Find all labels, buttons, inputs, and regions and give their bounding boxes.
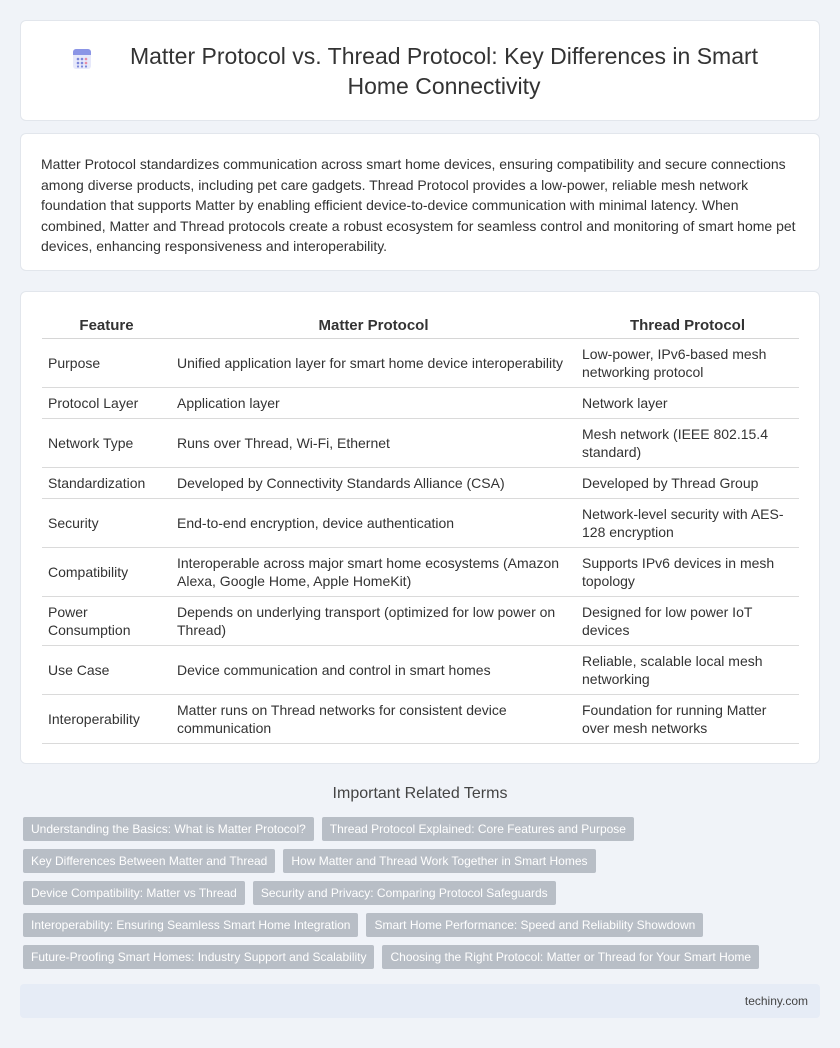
page-title: Matter Protocol vs. Thread Protocol: Key Differences in Smart Home Connectivity xyxy=(129,42,759,99)
feature-cell: Network Type xyxy=(42,418,171,467)
feature-cell: Interoperability xyxy=(42,694,171,743)
table-row xyxy=(42,467,799,498)
thread-cell: Network layer xyxy=(576,387,799,418)
related-term-tag[interactable]: Smart Home Performance: Speed and Reliability Showdown xyxy=(366,913,703,937)
footer xyxy=(20,984,820,1018)
related-terms-title: Important Related Terms xyxy=(332,785,508,802)
related-terms-list xyxy=(23,817,803,977)
table-row xyxy=(42,498,799,547)
thread-cell: Network-level security with AES-128 encryption xyxy=(576,498,799,547)
related-term-tag[interactable]: How Matter and Thread Work Together in Smart Homes xyxy=(283,849,595,873)
thread-cell: Supports IPv6 devices in mesh topology xyxy=(576,547,799,596)
thread-cell: Low-power, IPv6-based mesh networking protocol xyxy=(576,338,799,387)
intro-card xyxy=(20,133,820,271)
feature-cell: Security xyxy=(42,498,171,547)
table-row xyxy=(42,547,799,596)
related-term-tag[interactable]: Choosing the Right Protocol: Matter or Thread for Your Smart Home xyxy=(382,945,759,969)
matter-cell: Unified application layer for smart home device interoperability xyxy=(171,338,576,387)
thread-cell: Mesh network (IEEE 802.15.4 standard) xyxy=(576,418,799,467)
table-row xyxy=(42,338,799,387)
tag-row xyxy=(23,881,803,905)
table-row xyxy=(42,418,799,467)
matter-cell: Device communication and control in smart homes xyxy=(171,645,576,694)
feature-cell: Protocol Layer xyxy=(42,387,171,418)
header-card xyxy=(20,20,820,121)
intro-paragraph: Matter Protocol standardizes communication across smart home devices, ensuring compatibility and secure connections among diverse products, including pet care gadgets. Thread Protocol provides a low-power, reliable mesh network foundation that supports Matter by enabling efficient device-to-device communication with minimal latency. When combined, Matter and Thread protocols create a robust ecosystem for seamless control and monitoring of smart home pet devices, enhancing responsiveness and interoperability. xyxy=(41,156,796,254)
footer-brand[interactable]: techiny.com xyxy=(744,994,808,1008)
header-matter: Matter Protocol xyxy=(171,314,576,338)
calculator-icon xyxy=(71,48,93,70)
header-thread: Thread Protocol xyxy=(576,314,799,338)
feature-cell: Use Case xyxy=(42,645,171,694)
thread-cell: Developed by Thread Group xyxy=(576,467,799,498)
table-row xyxy=(42,645,799,694)
thread-cell: Foundation for running Matter over mesh networks xyxy=(576,694,799,743)
tag-row xyxy=(23,817,803,841)
tag-row xyxy=(23,849,803,873)
thread-cell: Reliable, scalable local mesh networking xyxy=(576,645,799,694)
matter-cell: Application layer xyxy=(171,387,576,418)
tag-row xyxy=(23,945,803,969)
matter-cell: Runs over Thread, Wi-Fi, Ethernet xyxy=(171,418,576,467)
thread-cell: Designed for low power IoT devices xyxy=(576,596,799,645)
comparison-table xyxy=(42,314,799,744)
matter-cell: Interoperable across major smart home ecosystems (Amazon Alexa, Google Home, Apple HomeKit) xyxy=(171,547,576,596)
comparison-table-card xyxy=(20,291,820,764)
matter-cell: Depends on underlying transport (optimized for low power on Thread) xyxy=(171,596,576,645)
related-term-tag[interactable]: Future-Proofing Smart Homes: Industry Support and Scalability xyxy=(23,945,374,969)
feature-cell: Compatibility xyxy=(42,547,171,596)
table-row xyxy=(42,596,799,645)
related-term-tag[interactable]: Device Compatibility: Matter vs Thread xyxy=(23,881,245,905)
table-row xyxy=(42,694,799,743)
related-term-tag[interactable]: Interoperability: Ensuring Seamless Smart Home Integration xyxy=(23,913,358,937)
table-row xyxy=(42,387,799,418)
related-term-tag[interactable]: Security and Privacy: Comparing Protocol Safeguards xyxy=(253,881,556,905)
matter-cell: Developed by Connectivity Standards Alliance (CSA) xyxy=(171,467,576,498)
title-wrap xyxy=(21,41,819,101)
matter-cell: Matter runs on Thread networks for consistent device communication xyxy=(171,694,576,743)
feature-cell: Standardization xyxy=(42,467,171,498)
matter-cell: End-to-end encryption, device authentication xyxy=(171,498,576,547)
related-term-tag[interactable]: Key Differences Between Matter and Thread xyxy=(23,849,275,873)
related-term-tag[interactable]: Thread Protocol Explained: Core Features and Purpose xyxy=(322,817,634,841)
tag-row xyxy=(23,913,803,937)
feature-cell: Purpose xyxy=(42,338,171,387)
related-term-tag[interactable]: Understanding the Basics: What is Matter Protocol? xyxy=(23,817,314,841)
feature-cell: Power Consumption xyxy=(42,596,171,645)
header-feature: Feature xyxy=(42,314,171,338)
table-header-row xyxy=(42,314,799,338)
